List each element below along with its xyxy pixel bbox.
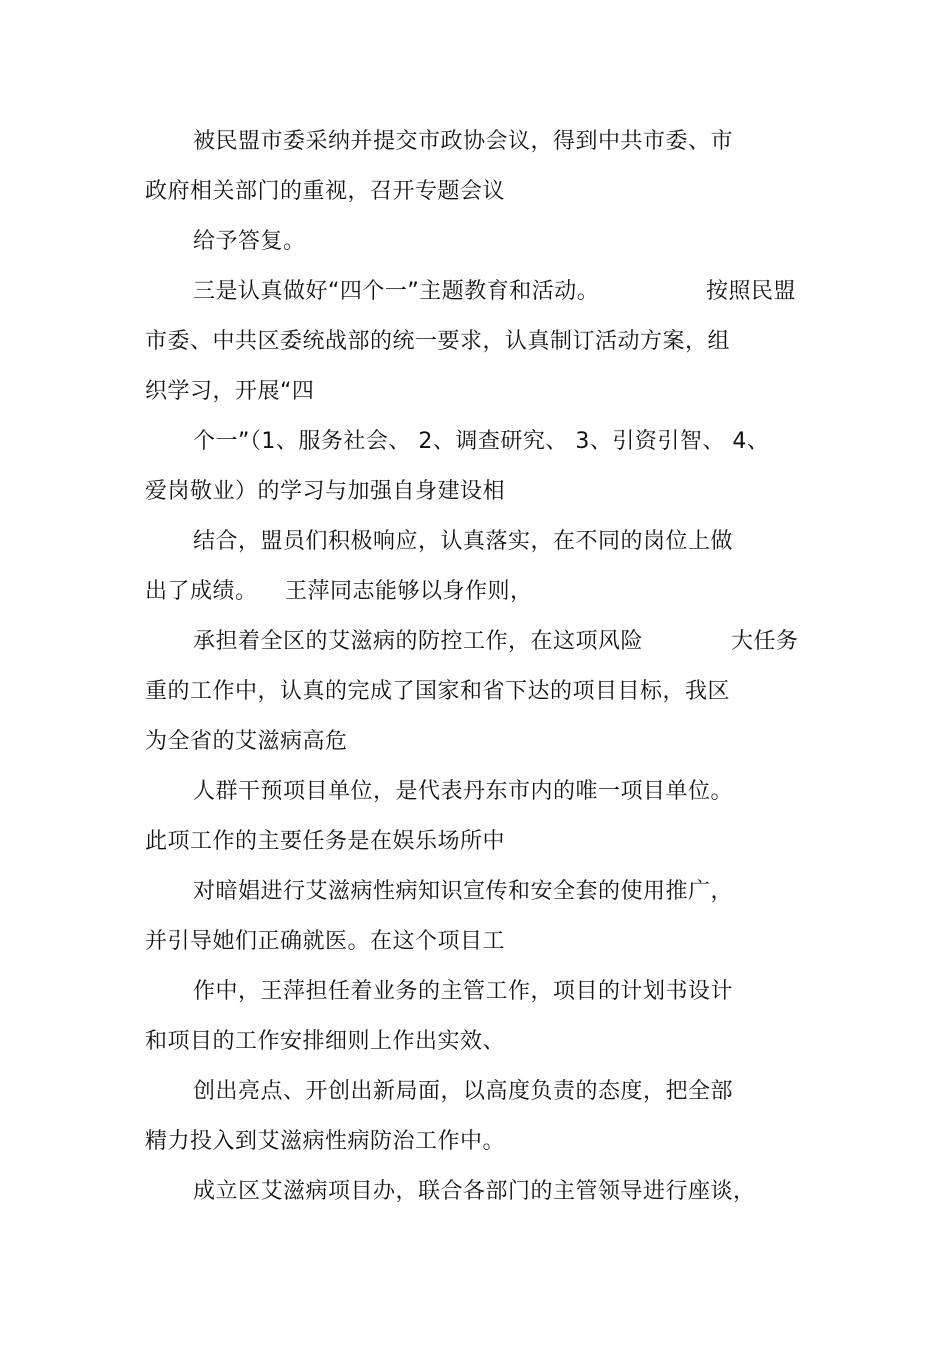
text-line: 承担着全区的艾滋病的防控工作，在这项风险 <box>193 629 644 654</box>
text-line: 个一”（1、服务社会、 2、调查研究、 3、引资引智、 4、 <box>193 429 770 454</box>
text-line: 织学习，开展“四 <box>145 379 315 404</box>
text-line: 成立区艾滋病项目办，联合各部门的主管领导进行座谈， <box>193 1179 756 1204</box>
text-line: 创出亮点、开创出新局面，以高度负责的态度，把全部 <box>193 1079 734 1104</box>
text-line: 给予答复。 <box>193 229 306 254</box>
text-line: 爱岗敬业）的学习与加强自身建设相 <box>145 479 506 504</box>
text-line: 市委、中共区委统战部的统一要求，认真制订活动方案，组 <box>145 329 731 354</box>
text-line: 出了成绩。 <box>145 579 258 604</box>
text-line: 为全省的艾滋病高危 <box>145 729 348 754</box>
text-line: 并引导她们正确就医。在这个项目工 <box>145 929 506 954</box>
text-line: 被民盟市委采纳并提交市政协会议，得到中共市委、市 <box>193 129 734 154</box>
text-line: 按照民盟 <box>706 279 797 304</box>
text-line: 重的工作中，认真的完成了国家和省下达的项目目标，我区 <box>145 679 731 704</box>
text-line: 大任务 <box>731 629 799 654</box>
text-line: 此项工作的主要任务是在娱乐场所中 <box>145 829 506 854</box>
text-line: 和项目的工作安排细则上作出实效、 <box>145 1029 506 1054</box>
text-line: 人群干预项目单位，是代表丹东市内的唯一项目单位。 <box>193 779 734 804</box>
text-line: 三是认真做好“四个一”主题教育和活动。 <box>193 279 600 304</box>
text-line: 王萍同志能够以身作则， <box>285 579 533 604</box>
text-line: 对暗娼进行艾滋病性病知识宣传和安全套的使用推广， <box>193 879 734 904</box>
text-line: 结合，盟员们积极响应，认真落实，在不同的岗位上做 <box>193 529 734 554</box>
text-line: 作中，王萍担任着业务的主管工作，项目的计划书设计 <box>193 979 734 1004</box>
text-line: 政府相关部门的重视，召开专题会议 <box>145 179 506 204</box>
text-line: 精力投入到艾滋病性病防治工作中。 <box>145 1129 506 1154</box>
